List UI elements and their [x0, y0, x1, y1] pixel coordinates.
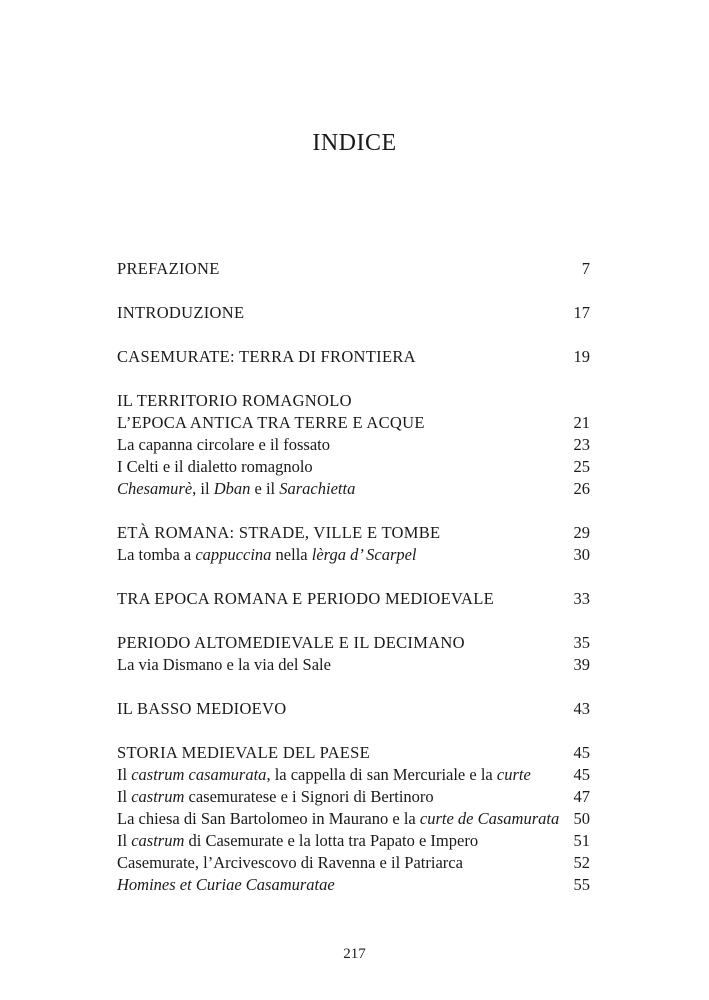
toc-entry-italic-text: Chesamurè: [117, 479, 193, 498]
toc-entry-page-number: 29: [573, 523, 590, 542]
toc-section: [117, 258, 590, 280]
toc-section: [117, 742, 590, 896]
toc-entry-text: ETÀ ROMANA: STRADE, VILLE E TOMBE: [117, 523, 441, 542]
toc-section: [117, 588, 590, 610]
toc-entry-page-number: 52: [573, 853, 590, 872]
toc-entry-title: [117, 786, 434, 808]
toc-entry-italic-text: Homines et Curiae Casamuratae: [117, 875, 335, 894]
toc-entry-title: [117, 412, 425, 434]
toc-entry-text: La tomba a: [117, 545, 196, 564]
toc-entry-text: nella: [271, 545, 312, 564]
toc-entry-page-number: 51: [573, 831, 590, 850]
toc-heading-entry: [117, 412, 590, 434]
toc-entry-text: IL TERRITORIO ROMAGNOLO: [117, 391, 352, 410]
toc-heading-entry: [117, 588, 590, 610]
toc-entry-page-number: 33: [573, 589, 590, 608]
toc-sub-entry: [117, 786, 590, 808]
toc-section: [117, 698, 590, 720]
toc-heading-entry: [117, 742, 590, 764]
toc-entry-italic-text: castrum: [131, 831, 185, 850]
toc-entry-title: [117, 742, 370, 764]
toc-section: [117, 632, 590, 676]
toc-entry-text: PERIODO ALTOMEDIEVALE E IL DECIMANO: [117, 633, 465, 652]
toc-entry-page-number: 47: [573, 787, 590, 806]
toc-entry-text: casemuratese e i Signori di Bertinoro: [184, 787, 434, 806]
toc-entry-title: [117, 698, 287, 720]
toc-entry-title: [117, 808, 559, 830]
toc-entry-text: , il: [192, 479, 214, 498]
toc-sub-entry: [117, 874, 590, 896]
toc-entry-page-number: 55: [573, 875, 590, 894]
toc-entry-page-number: 17: [573, 303, 590, 322]
toc-sub-entry: [117, 764, 590, 786]
toc-sub-entry: [117, 434, 590, 456]
toc-entry-title: [117, 632, 465, 654]
toc-entry-title: [117, 852, 463, 874]
toc-entry-page-number: 23: [573, 435, 590, 454]
toc-entry-text: L’EPOCA ANTICA TRA TERRE E ACQUE: [117, 413, 425, 432]
toc-heading-entry: [117, 632, 590, 654]
toc-section: [117, 346, 590, 368]
toc-sub-entry: [117, 478, 590, 500]
toc-heading-entry: [117, 390, 590, 412]
toc-entry-text: TRA EPOCA ROMANA E PERIODO MEDIOEVALE: [117, 589, 495, 608]
toc-entry-title: [117, 258, 220, 280]
toc-heading-entry: [117, 346, 590, 368]
toc-entry-text: Il: [117, 831, 132, 850]
toc-section: [117, 522, 590, 566]
toc-heading-entry: [117, 302, 590, 324]
toc-entry-title: [117, 874, 335, 896]
toc-entry-title: [117, 654, 331, 676]
page-title: INDICE: [312, 130, 397, 156]
toc-entry-page-number: 26: [573, 479, 590, 498]
toc-entry-page-number: 45: [573, 743, 590, 762]
toc-entry-italic-text: curte de Casamurata: [419, 809, 560, 828]
toc-entry-text: , la cappella di san Mercuriale e la: [266, 765, 497, 784]
toc-entry-text: La capanna circolare e il fossato: [117, 435, 331, 454]
toc-entry-text: La via Dismano e la via del Sale: [117, 655, 331, 674]
toc-entry-text: I Celti e il dialetto romagnolo: [117, 457, 313, 476]
toc-heading-entry: [117, 258, 590, 280]
toc-entry-page-number: 19: [573, 347, 590, 366]
toc-entry-title: [117, 588, 494, 610]
toc-entry-page-number: 45: [573, 765, 590, 784]
toc-entry-page-number: 39: [573, 655, 590, 674]
toc-entry-page-number: 25: [573, 457, 590, 476]
toc-entry-text: CASEMURATE: TERRA DI FRONTIERA: [117, 347, 416, 366]
toc-entry-text: Casemurate, l’Arcivescovo di Ravenna e il Patriarca: [117, 853, 463, 872]
toc-entry-italic-text: castrum: [131, 787, 185, 806]
toc-entry-text: e il: [250, 479, 280, 498]
toc-entry-page-number: 21: [573, 413, 590, 432]
toc-entry-page-number: 30: [573, 545, 590, 564]
toc-sub-entry: [117, 544, 590, 566]
toc-entry-italic-text: curte: [496, 765, 531, 784]
toc-heading-entry: [117, 522, 590, 544]
toc-entry-text: Il: [117, 787, 132, 806]
toc-sub-entry: [117, 456, 590, 478]
toc-sub-entry: [117, 808, 590, 830]
toc-entry-page-number: 43: [573, 699, 590, 718]
page-number: 217: [343, 946, 366, 962]
toc-entry-title: [117, 830, 478, 852]
table-of-contents: [117, 258, 590, 918]
toc-section: [117, 302, 590, 324]
toc-entry-italic-text: Dban: [213, 479, 251, 498]
toc-entry-italic-text: Sarachietta: [279, 479, 356, 498]
toc-entry-text: di Casemurate e la lotta tra Papato e Impero: [184, 831, 479, 850]
toc-entry-title: [117, 764, 531, 786]
toc-entry-title: [117, 390, 352, 412]
toc-entry-text: STORIA MEDIEVALE DEL PAESE: [117, 743, 371, 762]
toc-entry-text: La chiesa di San Bartolomeo in Maurano e la: [117, 809, 420, 828]
toc-entry-text: IL BASSO MEDIOEVO: [117, 699, 287, 718]
toc-entry-page-number: 50: [573, 809, 590, 828]
toc-entry-title: [117, 522, 440, 544]
toc-entry-title: [117, 346, 416, 368]
toc-heading-entry: [117, 698, 590, 720]
toc-entry-title: [117, 456, 313, 478]
toc-entry-title: [117, 544, 417, 566]
toc-entry-title: [117, 478, 355, 500]
toc-sub-entry: [117, 654, 590, 676]
toc-entry-italic-text: cappuccina: [195, 545, 272, 564]
toc-entry-text: PREFAZIONE: [117, 259, 220, 278]
toc-entry-page-number: 7: [581, 259, 590, 278]
toc-entry-italic-text: castrum casamurata: [131, 765, 267, 784]
toc-entry-title: [117, 302, 244, 324]
toc-entry-text: INTRODUZIONE: [117, 303, 245, 322]
toc-entry-page-number: 35: [573, 633, 590, 652]
toc-entry-text: Il: [117, 765, 132, 784]
toc-sub-entry: [117, 830, 590, 852]
toc-section: [117, 390, 590, 500]
toc-entry-italic-text: lèrga d’ Scarpel: [311, 545, 417, 564]
toc-sub-entry: [117, 852, 590, 874]
toc-entry-title: [117, 434, 330, 456]
